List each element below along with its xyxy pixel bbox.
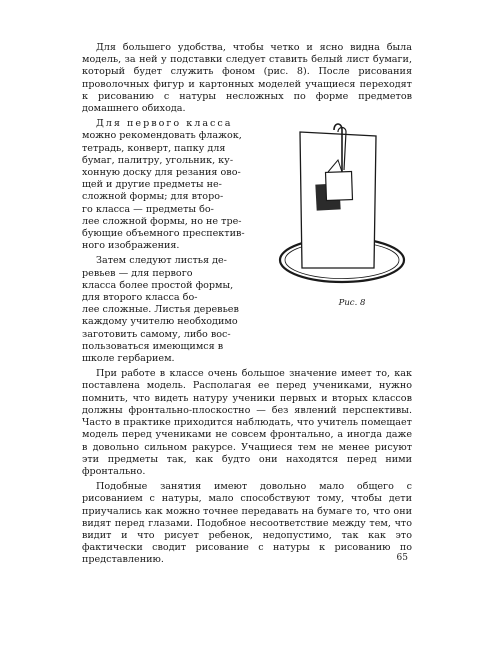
text-line: бующие объемного преспектив- [82,228,245,240]
text-column [82,118,262,365]
text-line: для второго класса бо- [82,292,198,304]
text-line: школе гербарием. [82,353,175,365]
text-line: бумаг, палитру, угольник, ку- [82,154,234,166]
text-line: Для первого класса [96,118,233,130]
text-line: тетрадь, конверт, папку для [82,142,226,154]
text-line: каждому учителю необходимо [82,316,238,328]
text-line: заготовить самому, либо вос- [82,328,231,340]
figure-section [82,118,412,365]
text-line: хонную доску для резания ово- [82,167,241,179]
text-line: го класса — предметы бо- [82,203,214,215]
text-line: ревьев — для первого [82,267,193,279]
text-line: лее сложной формы, но не тре- [82,215,242,227]
figure-caption: Рис. 8 [338,298,366,309]
page-number: 65 [396,553,408,563]
paragraph-leaves [82,255,262,365]
paragraph-model-placement: При работе в классе очень большое значение имеет то, как поставлена модель. Располагая ее перед учениками, нужно помнить, что видеть натуру ученики первых и вторых классов должны фронтально-плоскостно — без явлений перспективы. Часто в практике приходится наблюдать, что учитель помещает модель перед учениками не совсем фронтально, а иногда даже в довольно сильном ракурсе. Учащиеся тем не менее рисуют эти предметы так, как будто они находятся перед ними фронтально. [82,368,412,477]
paragraph-background-sheet: Для большего удобства, чтобы четко и ясно видна была модель, за ней у подставки следует ставить белый лист бумаги, который будет служить фоном (рис. 8). После рисования проволочных фигур и картонных моделей учащиеся переходят к рисованию с натуры несложных по форме предметов домашнего обихода. [82,42,412,115]
text-line: лее сложные. Листья деревьев [82,304,239,316]
paragraph-conclusion: Подобные занятия имеют довольно мало общего с рисованием с натуры, мало способствуют тому, чтобы дети приучались как можно точнее передавать на бумаге то, что они видят перед глазами. Подобное несоответствие между тем, что видит и что рисует ребенок, недопустимо, так как это фактически сводит рисование с натуры к рисованию по представлению. [82,481,412,566]
text-line: пользоваться имеющимся в [82,340,224,352]
text-line: можно рекомендовать флажок, [82,130,242,142]
text-line: класса более простой формы, [82,279,234,291]
text-line: сложной формы; для второ- [82,191,224,203]
text-line: щей и другие предметы не- [82,179,222,191]
figure-8 [272,120,412,320]
text-line: ного изображения. [82,240,180,252]
text-line: Затем следуют листья де- [96,255,227,267]
page-body [82,42,412,567]
paragraph-first-class [82,118,262,252]
model-illustration [272,120,412,300]
